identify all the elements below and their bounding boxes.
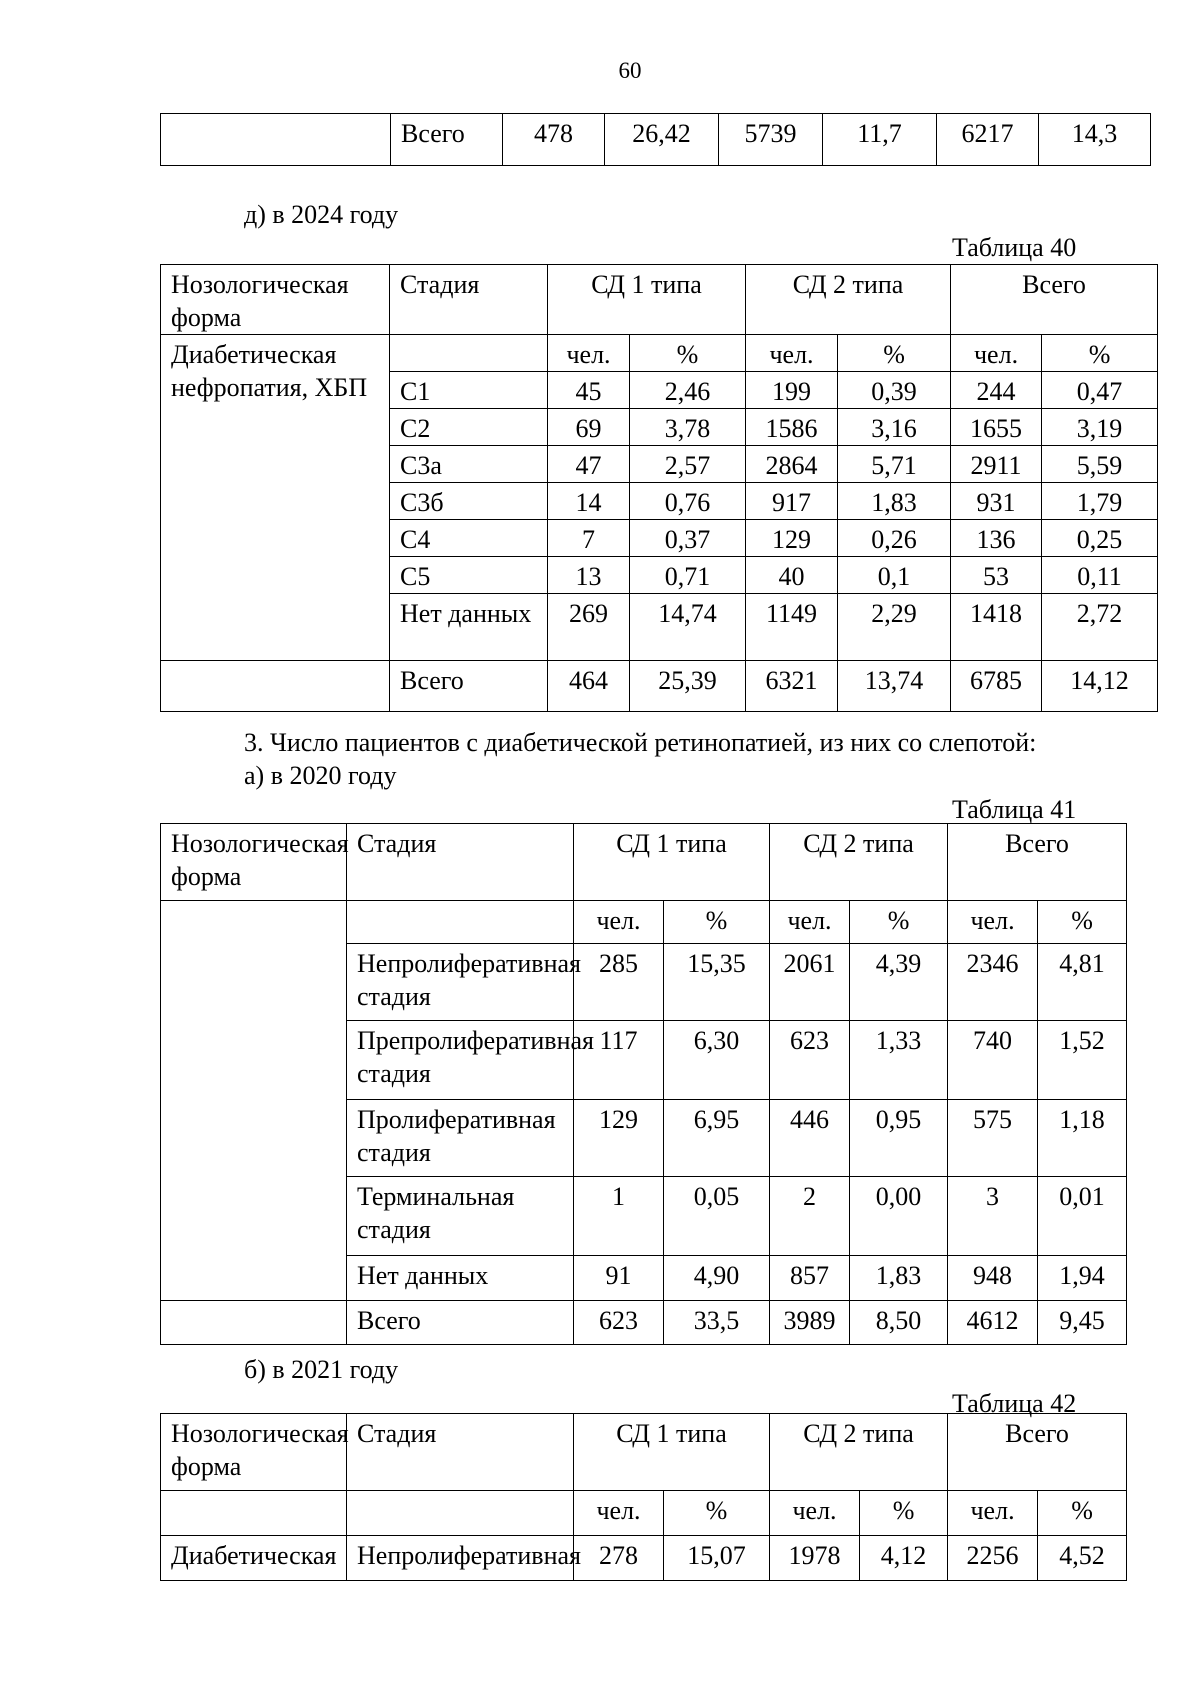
caption-2024: д) в 2024 году	[244, 200, 399, 229]
header-sd2: СД 2 типа	[770, 1414, 948, 1491]
value-cell: 1655	[951, 409, 1042, 446]
value-cell: 4,12	[860, 1536, 948, 1581]
unit-cell: чел.	[574, 1491, 664, 1536]
header-stage: Стадия	[390, 265, 548, 335]
page-number: 60	[618, 58, 642, 83]
value-cell: 0,00	[850, 1177, 948, 1256]
unit-cell: %	[664, 1491, 770, 1536]
value-cell: 3,16	[838, 409, 951, 446]
stage-cell: С3б	[390, 483, 548, 520]
value-cell: 3,78	[630, 409, 746, 446]
header-stage: Стадия	[347, 1414, 574, 1491]
value-cell: 0,47	[1042, 372, 1158, 409]
value-cell: 1418	[951, 594, 1042, 661]
units-row	[161, 1491, 1127, 1536]
value-cell: 2061	[770, 944, 850, 1021]
form-label	[161, 901, 347, 1301]
value-cell: 6321	[746, 661, 838, 712]
unit-cell: %	[860, 1491, 948, 1536]
units-row	[161, 335, 1158, 372]
value-cell: 9,45	[1038, 1301, 1127, 1345]
header-form: Нозологическая форма	[161, 265, 390, 335]
value-cell: 5,71	[838, 446, 951, 483]
header-row	[161, 265, 1158, 335]
value-cell: 269	[548, 594, 630, 661]
unit-cell: %	[1038, 901, 1127, 944]
table-cell	[161, 1301, 347, 1345]
table-cell	[161, 661, 390, 712]
unit-cell: %	[850, 901, 948, 944]
table-label-42: Таблица 42	[952, 1389, 1077, 1418]
stage-cell: С4	[390, 520, 548, 557]
value-cell: 4,90	[664, 1256, 770, 1301]
value-cell: 623	[574, 1301, 664, 1345]
value-cell: 0,71	[630, 557, 746, 594]
table-cell: 6217	[937, 114, 1039, 166]
header-total: Всего	[948, 1414, 1127, 1491]
value-cell: 740	[948, 1021, 1038, 1100]
value-cell: 931	[951, 483, 1042, 520]
value-cell: 917	[746, 483, 838, 520]
stage-cell: Непролиферативная	[347, 1536, 574, 1581]
value-cell: 3989	[770, 1301, 850, 1345]
value-cell: 1978	[770, 1536, 860, 1581]
unit-cell: чел.	[770, 1491, 860, 1536]
unit-cell: чел.	[574, 901, 664, 944]
value-cell: 129	[574, 1100, 664, 1177]
value-cell: 2,29	[838, 594, 951, 661]
value-cell: 2	[770, 1177, 850, 1256]
stage-cell: Всего	[390, 661, 548, 712]
table-cell	[161, 114, 391, 166]
header-stage: Стадия	[347, 824, 574, 901]
value-cell: 53	[951, 557, 1042, 594]
value-cell: 1586	[746, 409, 838, 446]
header-total: Всего	[951, 265, 1158, 335]
table-cell: 478	[503, 114, 605, 166]
value-cell: 948	[948, 1256, 1038, 1301]
table-label-41: Таблица 41	[952, 795, 1077, 824]
unit-cell: чел.	[948, 1491, 1038, 1536]
value-cell: 136	[951, 520, 1042, 557]
value-cell: 25,39	[630, 661, 746, 712]
value-cell: 2,72	[1042, 594, 1158, 661]
value-cell: 857	[770, 1256, 850, 1301]
section-3-heading: 3. Число пациентов с диабетической ретинопатией, из них со слепотой:	[244, 728, 1037, 757]
value-cell: 14	[548, 483, 630, 520]
total-row	[161, 661, 1158, 712]
stage-cell: Непролиферативная стадия	[347, 944, 574, 1021]
value-cell: 4,39	[850, 944, 948, 1021]
header-row	[161, 1414, 1127, 1491]
table-42	[160, 1413, 1127, 1581]
value-cell: 129	[746, 520, 838, 557]
value-cell: 2,57	[630, 446, 746, 483]
value-cell: 2864	[746, 446, 838, 483]
table-row	[161, 114, 1151, 166]
form-label: Диабетическая нефропатия, ХБП	[161, 335, 390, 661]
caption-2020: а) в 2020 году	[244, 761, 397, 790]
table-cell	[390, 335, 548, 372]
table-label-40: Таблица 40	[952, 233, 1077, 262]
value-cell: 1,83	[850, 1256, 948, 1301]
stage-cell: Пролиферативная стадия	[347, 1100, 574, 1177]
header-sd1: СД 1 типа	[574, 1414, 770, 1491]
stage-cell: Нет данных	[390, 594, 548, 661]
value-cell: 13,74	[838, 661, 951, 712]
value-cell: 4,81	[1038, 944, 1127, 1021]
value-cell: 1,33	[850, 1021, 948, 1100]
value-cell: 285	[574, 944, 664, 1021]
value-cell: 2911	[951, 446, 1042, 483]
value-cell: 1,18	[1038, 1100, 1127, 1177]
header-sd1: СД 1 типа	[574, 824, 770, 901]
table-cell	[347, 1491, 574, 1536]
total-row	[161, 1301, 1127, 1345]
value-cell: 2,46	[630, 372, 746, 409]
table-40	[160, 264, 1158, 712]
value-cell: 446	[770, 1100, 850, 1177]
value-cell: 0,37	[630, 520, 746, 557]
value-cell: 6,95	[664, 1100, 770, 1177]
value-cell: 0,26	[838, 520, 951, 557]
stage-cell: Препролиферативная стадия	[347, 1021, 574, 1100]
value-cell: 3	[948, 1177, 1038, 1256]
value-cell: 6,30	[664, 1021, 770, 1100]
header-row	[161, 824, 1127, 901]
table-41	[160, 823, 1127, 1345]
header-sd2: СД 2 типа	[746, 265, 951, 335]
table-cell: Всего	[391, 114, 503, 166]
value-cell: 575	[948, 1100, 1038, 1177]
table-cell: 11,7	[823, 114, 937, 166]
unit-cell: чел.	[746, 335, 838, 372]
header-sd1: СД 1 типа	[548, 265, 746, 335]
value-cell: 3,19	[1042, 409, 1158, 446]
stage-cell: С2	[390, 409, 548, 446]
value-cell: 117	[574, 1021, 664, 1100]
value-cell: 7	[548, 520, 630, 557]
value-cell: 0,95	[850, 1100, 948, 1177]
value-cell: 14,74	[630, 594, 746, 661]
table-row	[161, 1536, 1127, 1581]
unit-cell: чел.	[948, 901, 1038, 944]
unit-cell: чел.	[951, 335, 1042, 372]
value-cell: 15,35	[664, 944, 770, 1021]
header-form: Нозологическая форма	[161, 824, 347, 901]
table-cell: 5739	[719, 114, 823, 166]
unit-cell: %	[1042, 335, 1158, 372]
value-cell: 0,25	[1042, 520, 1158, 557]
value-cell: 244	[951, 372, 1042, 409]
units-row	[161, 901, 1127, 944]
unit-cell: %	[1038, 1491, 1127, 1536]
form-cell: Диабетическая	[161, 1536, 347, 1581]
value-cell: 2346	[948, 944, 1038, 1021]
value-cell: 199	[746, 372, 838, 409]
value-cell: 5,59	[1042, 446, 1158, 483]
header-sd2: СД 2 типа	[770, 824, 948, 901]
value-cell: 47	[548, 446, 630, 483]
stage-cell: Терминальная стадия	[347, 1177, 574, 1256]
value-cell: 1,52	[1038, 1021, 1127, 1100]
value-cell: 0,1	[838, 557, 951, 594]
value-cell: 278	[574, 1536, 664, 1581]
value-cell: 13	[548, 557, 630, 594]
value-cell: 14,12	[1042, 661, 1158, 712]
value-cell: 0,76	[630, 483, 746, 520]
continuation-table	[160, 113, 1151, 166]
value-cell: 0,05	[664, 1177, 770, 1256]
unit-cell: %	[838, 335, 951, 372]
value-cell: 1,79	[1042, 483, 1158, 520]
value-cell: 1149	[746, 594, 838, 661]
unit-cell: %	[664, 901, 770, 944]
value-cell: 69	[548, 409, 630, 446]
table-cell	[161, 1491, 347, 1536]
unit-cell: чел.	[548, 335, 630, 372]
stage-cell: Всего	[347, 1301, 574, 1345]
stage-cell: С1	[390, 372, 548, 409]
stage-cell: С5	[390, 557, 548, 594]
value-cell: 1	[574, 1177, 664, 1256]
header-total: Всего	[948, 824, 1127, 901]
value-cell: 4,52	[1038, 1536, 1127, 1581]
header-form: Нозологическая форма	[161, 1414, 347, 1491]
value-cell: 4612	[948, 1301, 1038, 1345]
value-cell: 8,50	[850, 1301, 948, 1345]
value-cell: 0,11	[1042, 557, 1158, 594]
value-cell: 464	[548, 661, 630, 712]
value-cell: 1,83	[838, 483, 951, 520]
value-cell: 0,39	[838, 372, 951, 409]
value-cell: 91	[574, 1256, 664, 1301]
value-cell: 2256	[948, 1536, 1038, 1581]
value-cell: 15,07	[664, 1536, 770, 1581]
table-cell	[347, 901, 574, 944]
table-cell: 14,3	[1039, 114, 1151, 166]
table-cell: 26,42	[605, 114, 719, 166]
unit-cell: чел.	[770, 901, 850, 944]
value-cell: 33,5	[664, 1301, 770, 1345]
stage-cell: Нет данных	[347, 1256, 574, 1301]
value-cell: 45	[548, 372, 630, 409]
value-cell: 6785	[951, 661, 1042, 712]
value-cell: 40	[746, 557, 838, 594]
caption-2021: б) в 2021 году	[244, 1355, 399, 1384]
stage-cell: С3а	[390, 446, 548, 483]
value-cell: 0,01	[1038, 1177, 1127, 1256]
value-cell: 1,94	[1038, 1256, 1127, 1301]
unit-cell: %	[630, 335, 746, 372]
value-cell: 623	[770, 1021, 850, 1100]
